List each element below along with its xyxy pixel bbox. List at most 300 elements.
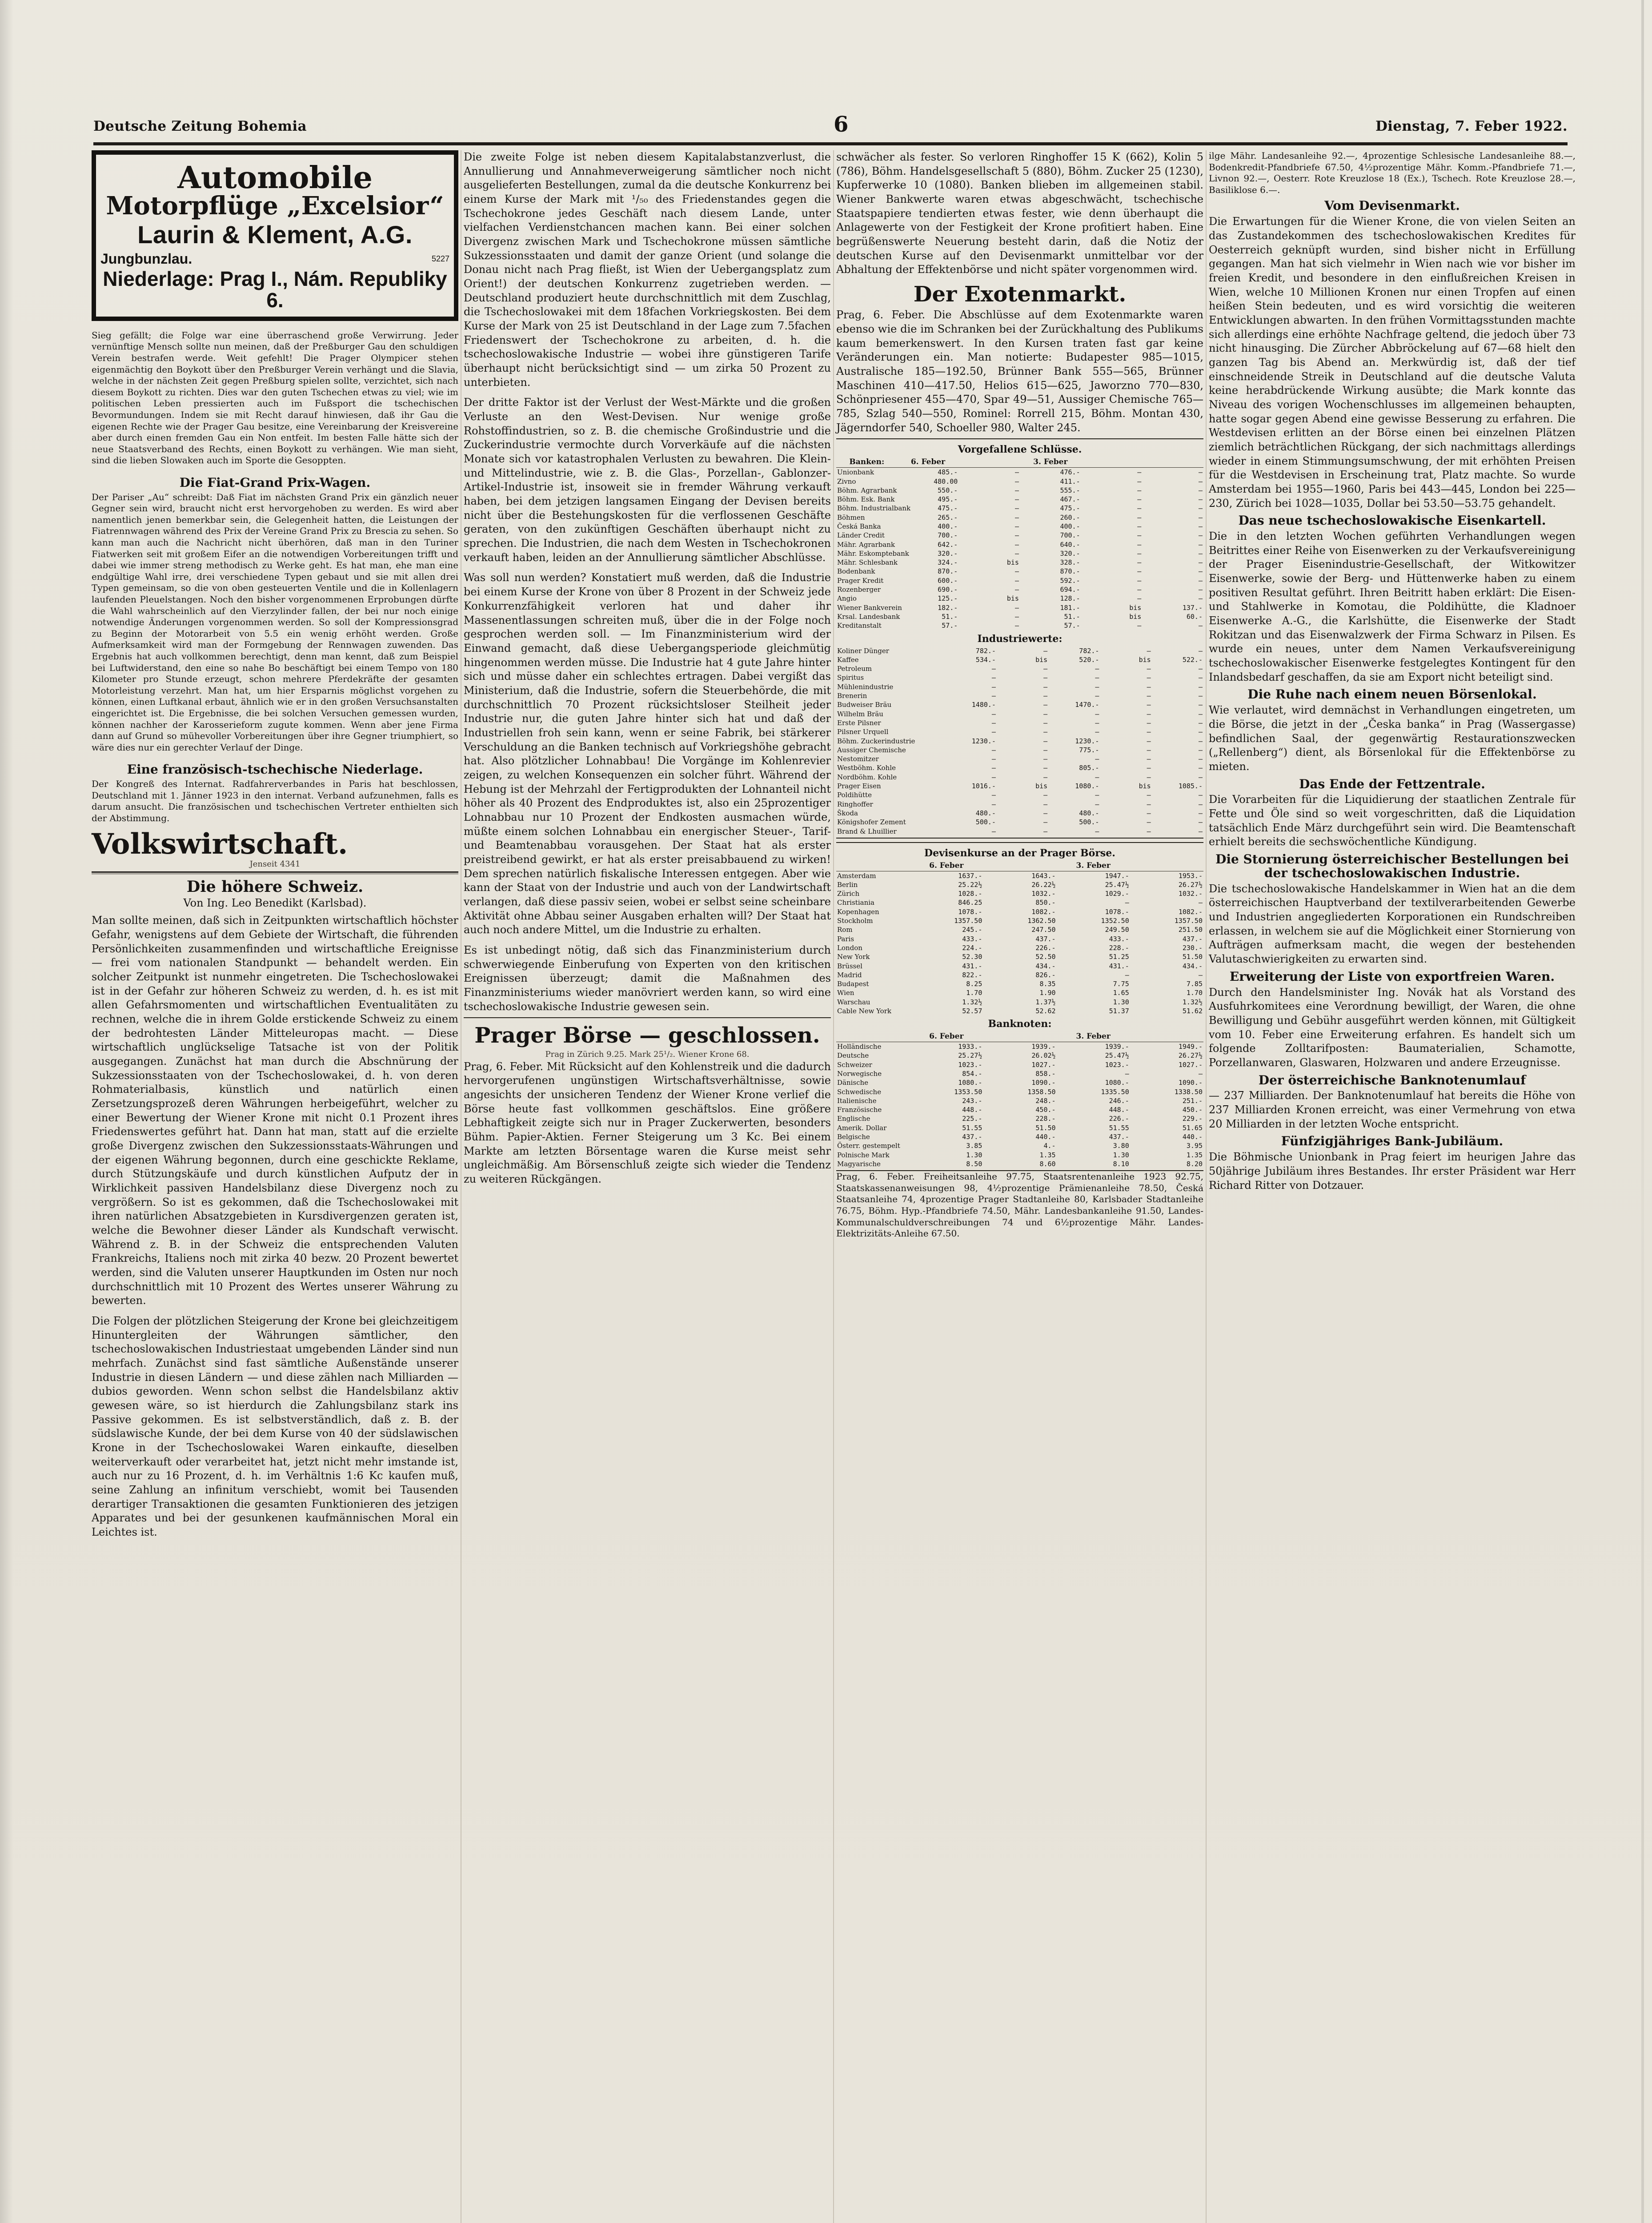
table-cell: 480.- (975, 809, 996, 817)
table-cell: 8.20 (1186, 1160, 1203, 1168)
table-cell: — (1095, 692, 1099, 700)
table-cell: 52.57 (962, 1007, 982, 1015)
table-cell: 226.- (1109, 1115, 1129, 1123)
table-cell: — (1095, 755, 1099, 763)
table-row-label: Böhm. Esk. Bank (837, 495, 895, 504)
table-cell: — (1095, 791, 1099, 799)
table-cell: — (1198, 504, 1203, 513)
table-row (836, 621, 1203, 630)
table-cell: — (1198, 773, 1203, 781)
table-row-label: Kopenhagen (837, 907, 879, 916)
table-cell: — (1198, 764, 1203, 772)
table-row-label: Prager Kredit (837, 576, 884, 585)
table-cell: 448.- (962, 1106, 982, 1114)
table-cell: — (991, 827, 996, 835)
table-cell: — (1125, 971, 1129, 979)
table-cell: 225.- (962, 1115, 982, 1123)
table-cell: — (1198, 899, 1203, 907)
table-row (836, 1069, 1203, 1078)
table-cell: — (1043, 710, 1048, 718)
table-cell: — (1137, 468, 1142, 477)
table-row (836, 504, 1203, 513)
table-cell: — (1043, 728, 1048, 736)
table-row-label: Aussiger Chemische (837, 746, 906, 754)
table-row (836, 710, 1203, 718)
table-row (836, 889, 1203, 898)
table-cell: 25.22½ (958, 880, 982, 889)
fiat-article-text: Der Pariser „Au“ schreibt: Daß Fiat im nächsten Grand Prix ein gänzlich neuer Gegner sein wird, braucht nicht erst hervorgehoben zu werden. Es wird aber namentlich jenen bemerkbar sein, die Gelegenheit hatten, die Leistungen der Fiatrennwagen während des Prix der Vereine Grand Prix zu Brescia zu sehen. So kann man auch die Nachricht nicht überhören, daß man in den Turiner Fiatwerken seit mit großem Eifer an die notwendigen Vorbereitungen trifft und dabei wie immer streng methodisch zu Werke geht. Es hat man, ehe man eine endgültige Wahl irre, drei verschiedene Typen gebaut und sie mit allen drei Typen gemeinsam, so die von oben gesteuerten Ventile und die in Kollenlagern laufenden Pleuelstangen. Noch den bisher vorgenommenen Erprobungen dürfte die Wahl wahrscheinlich auf den Vierzylinder fallen, der bei nur noch einige notwendige Änderungen vorgenommen werden. So soll der Kompressionsgrad zu Beginn der Motorarbeit von 5.5 ein wenig erhöht werden. Große Aufmerksamkeit wird man der Formgebung der Rennwagen zuwenden. Das Ergebnis hat auch vollkommen berechtigt, denn man kennt, daß zum Beispiel bei Luftwiderstand, den eine so nahe Bo beschäftigt bei einem Tempo von 180 Kilometer pro Stunde erzeugt, schon mehrere Pferdekräfte der gesamten Motorleistung verzehrt. Man hat, um hier Ersparnis möglichst vorgehen zu können, einen Luftkanal erbaut, ähnlich wie er in den großen Versuchsanstalten eingerichtet ist. Die Ergebnisse, die bei solchen Versuchen gemessen wurden, können nachher der Karosserieform zugute kommen. Wenn aber jene Firma dann auf Grund so mühevoller Vorbereitungen über ihre Gegner triumphiert, so wäre dies nur ein gerechter Verlauf der Dinge. (92, 491, 458, 753)
table-cell: 1230.- (971, 737, 996, 745)
table-row-label: Pilsner Urquell (837, 728, 889, 736)
table-cell: 245.- (962, 926, 982, 934)
table-cell: 495.- (938, 495, 958, 504)
table-cell: — (1198, 531, 1203, 540)
column-4-opening-text: ilge Mähr. Landesanleihe 92.—, 4prozentige Schlesische Landesanleihe 88.—, Bodenkredit-Pfandbriefe 67.50, 4½prozentige Mähr. Komm.-Pfandbriefe 71.—, Livnon 92.—, Oesterr. Rote Kreuzlose 18 (Ex.), Tschech. Rote Kreuzlose 28.—, Basiliklose 6.—. (1209, 150, 1576, 195)
table-row (836, 916, 1203, 925)
advertisement-code: 5227 (431, 254, 449, 263)
devisenmarkt-text: Die Erwartungen für die Wiener Krone, die von vielen Seiten an das Zustandekommen des tschechoslowakischen Kredites für Oesterreich geknüpft wurden, sind bisher nicht in Erfüllung gegangen. Man hat sich vielmehr in Wien nach wie vor bisher im freien Kredit, und besondere in den einflußreichen Kreisen in Wien, welche 10 Millionen Kronen nur einen Tropfen auf einen heißen Stein bedeuten, und es wird vorsichtig die weiteren Entwicklungen abwarten. In den frühen Vormittagsstunden machte sich allerdings eine erhöhte Nachfrage geltend, die jedoch über 73 nicht hinausging. Die Zürcher Abbröckelung auf 67—68 hielt den ganzen Tag bis Abend an. Merkwürdig ist, daß der tief einschneidende Streik in Deutschland auf die deutsche Valuta keine herabdrückende Wirkung ausübte; die Mark konnte das Niveau des vorigen Wochenschlusses im allgemeinen behaupten, hatte sogar gegen Abend eine gewisse Besserung zu erfahren. Die Westdevisen erlitten an der Börse einen bei einzelnen Plätzen ziemlich beträchtlichen Rückgang, der sich nachmittags allerdings wieder in einem Stimmungsumschwung, der mit erhöhten Preisen für die Westdevisen in Erscheinung trat, Platz machte. So wurde Amsterdam bei 1955—1960, Paris bei 443—445, London bei 225—230, Zürich bei 1028—1035, Dollar bei 53.50—53.75 gehandelt. (1209, 215, 1576, 510)
table-cell: — (1137, 576, 1142, 585)
table-cell: 8.35 (1039, 980, 1056, 988)
table-row-label: Nordböhm. Kohle (837, 773, 897, 781)
table-row (836, 1105, 1203, 1114)
table-cell: — (1137, 586, 1142, 594)
table-cell: 1080.- (1105, 1079, 1129, 1087)
table-cell: — (991, 800, 996, 808)
table-cell: — (1095, 674, 1099, 682)
table-cell: — (1198, 495, 1203, 504)
table-row (836, 935, 1203, 943)
stornierung-text: Die tschechoslowakische Handelskammer in Wien hat an die dem österreichischen Hauptverband der textilverarbeitenden Gewerbe und Industrien angegliederten Korporationen ein Rundschreiben erlassen, in welchem sie auf die Möglichkeit einer Stornierung von Aufträgen aufmerksam macht, die wegen der bestehenden Valutaschwierigkeiten zu erwarten sind. (1209, 882, 1576, 966)
page-masthead (93, 110, 1568, 145)
table-row-label: Erste Pilsner (837, 718, 881, 727)
table-row-label: Zivno (837, 477, 856, 486)
volkswirtschaft-title: Volkswirtschaft. (92, 827, 348, 861)
table-row (836, 495, 1203, 504)
table-cell: — (1147, 737, 1151, 745)
table-cell: bis (1006, 558, 1019, 567)
table-cell: 700.- (938, 531, 958, 540)
table-cell: — (1198, 791, 1203, 799)
table-row (836, 585, 1203, 594)
table-cell: 26.02½ (1031, 1051, 1056, 1060)
table-row-label: Cable New York (837, 1007, 891, 1015)
table-cell: 8.10 (1113, 1160, 1129, 1168)
table-row-label: Brenerin (837, 692, 867, 700)
table-cell: — (1043, 718, 1048, 727)
table-cell: — (1043, 773, 1048, 781)
table-cell: 57.- (942, 622, 958, 630)
table-row-label: Angio (837, 594, 857, 603)
table-cell: — (1147, 665, 1151, 673)
banknote-date-header-2: 3. Feber (1057, 1031, 1130, 1042)
table-cell: — (1198, 746, 1203, 754)
table-row (836, 1151, 1203, 1160)
table-cell: 434.- (1182, 962, 1203, 970)
exotenmarkt-text: Prag, 6. Feber. Die Abschlüsse auf dem Exotenmarkte waren ebenso wie die im Schranken bei der Zurückhaltung des Publikums kaum bemerkenswert. In den Kursen traten fast gar keine Veränderungen ein. Man notierte: Budapester 985—1015, Australische 185—192.50, Brünner Bank 555—565, Brünner Maschinen 410—417.50, Helios 615—625, Jaworzno 770—830, Schönpriesener 455—470, Spar 49—51, Aussiger Chemische 765—785, Szlag 540—550, Rominel: Rorrell 215, Böhm. Montan 430, Jägerndorfer 540, Schoeller 980, Walter 245. (836, 309, 1203, 434)
table-cell: — (1198, 728, 1203, 736)
page-right-edge (1641, 0, 1644, 2223)
table-cell: 1358.50 (1027, 1087, 1056, 1096)
table-cell: 1643.- (1031, 871, 1056, 880)
table-row-label: Mähr. Eskomptebank (837, 549, 909, 558)
economy-text-4: Es ist unbedingt nötig, daß sich das Finanzministerium durch schwerwiegende Einberufung von Experten von den kritischen Ereignissen überzeugt; damit die Maßnahmen des Finanzministeriums wieder manövriert werden kann, so wird eine tschechoslowakische Industrie gewesen sein. (464, 943, 831, 1013)
table-cell: 51.65 (1182, 1124, 1203, 1132)
banknotes-title: Banknoten: (988, 1018, 1052, 1030)
table-cell: 52.50 (1035, 953, 1056, 961)
bourse-meta: Prag in Zürich 9.25. Mark 25¹/₂. Wiener Krone 68. (545, 1049, 750, 1059)
column-2 (464, 150, 831, 2223)
table-row-label: Madrid (837, 971, 862, 979)
table-cell: — (1147, 827, 1151, 835)
table-cell: — (991, 665, 996, 673)
table-cell: 870.- (1060, 567, 1080, 576)
table-row (836, 880, 1203, 889)
devisen-date-header-1: 6. Feber (910, 861, 983, 871)
table-row (836, 594, 1203, 603)
table-cell: — (1043, 665, 1048, 673)
table-row-label: Wiener Bankverein (837, 603, 902, 612)
table-row-label: Schwedische (837, 1087, 882, 1096)
table-cell: — (991, 764, 996, 772)
table-cell: 25.47½ (1105, 1051, 1129, 1060)
fettzentrale-text: Die Vorarbeiten für die Liquidierung der staatlichen Zentrale für Fette und Öle sind so weit vorgeschritten, daß die Liquidation tatsächlich Ende März durchgeführt sein wird. Die Beamtenschaft erhielt bereits die sechswöchentliche Kündigung. (1209, 793, 1576, 848)
devisen-empty-header (836, 861, 910, 871)
table-cell: — (1095, 718, 1099, 727)
table-row-label: London (837, 943, 862, 952)
table-cell: 1.90 (1039, 989, 1056, 997)
table-cell: 8.60 (1039, 1160, 1056, 1168)
table-row (836, 998, 1203, 1007)
table-row (836, 943, 1203, 952)
table-cell: 8.25 (966, 980, 982, 988)
table-row (836, 746, 1203, 754)
swiss-headline: Die höhere Schweiz. (186, 877, 364, 896)
table-cell: 1082.- (1178, 907, 1203, 916)
table-row (836, 1078, 1203, 1087)
table-cell: — (1137, 594, 1142, 603)
economy-text-1: Die zweite Folge ist neben diesem Kapitalabstanzverlust, die Annullierung und Annahmeverweigerung sämtlicher noch nicht ausgelieferten Bestellungen, zumal da die deutsche Konkurrenz bei einem Kurse der Mark mit ¹/₅₀ des Friedenstandes gegen die Tschechokrone jedes Geschäft nach diesem Lande, unter vielfachen Verdienstchancen machen kann. Bei einer solchen Divergenz zwischen Mark und Tschechokrone müssen sämtliche Sukzessionsstaaten und damit der ganze Orient (und solange die Donau nicht nach Prag fließt, ist Wien der Uebergangsplatz zum Orient!) der deutschen Konkurrenz zugetrieben werden. — Deutschland produziert heute durchschnittlich mit dem Zuschlag, die Tschechoslowakei mit dem 18fachen Vorkriegskosten. Bei dem Kurse der Mark von 25 ist Deutschland in der Lage zum 7.5fachen Friedenswert der Tschechokrone zu arbeiten, d. h. die tschechoslowakische Industrie — wobei ihre günstigeren Tarife überhaupt nicht berücksichtigt sind — um zirka 50 Prozent zu unterbieten. (464, 151, 831, 389)
exportfreie-waren-text: Durch den Handelsminister Ing. Novák hat als Vorstand des Ausfuhrkomitees eine Verordnung bewilligt, der Waren, die ohne Bewilligung und Gebühr ausgeführt werden können, mit Gültigkeit vom 10. Feber eine Erweiterung erfahren. Es handelt sich um folgende Zolltarifposten: Baumaterialien, Schamotte, Porzellanwaren, Glaswaren, Holzwaren und andere Erzeugnisse. (1209, 986, 1576, 1069)
table-row-label: Böhm. Industrialbank (837, 504, 911, 513)
masthead-right: Dienstag, 7. Feber 1922. (1375, 118, 1568, 134)
table-cell: — (1147, 773, 1151, 781)
bourse-title: Prager Börse — geschlossen. (474, 1023, 820, 1048)
table-row (836, 727, 1203, 736)
table-cell: — (1198, 477, 1203, 486)
table-row (836, 1132, 1203, 1141)
table-row (836, 646, 1203, 655)
table-row-label: Budapest (837, 980, 869, 988)
table-cell: — (1147, 818, 1151, 827)
table-row (836, 782, 1203, 790)
table-cell: bis (1139, 655, 1151, 664)
table-cell: 434.- (1035, 962, 1056, 970)
table-row-label: Wilhelm Bräu (837, 710, 883, 718)
table-cell: 431.- (962, 962, 982, 970)
table-cell: — (1198, 682, 1203, 691)
table-row (836, 531, 1203, 540)
table-cell: 1.65 (1113, 989, 1129, 997)
table-cell: 251.50 (1178, 926, 1203, 934)
table-cell: 642.- (938, 540, 958, 549)
table-row-label: Unionbank (837, 468, 874, 477)
empty-header-3 (1142, 457, 1203, 467)
table-cell: — (1198, 674, 1203, 682)
table-row-label: Petroleum (837, 665, 872, 673)
devisen-table (836, 861, 1203, 1015)
table-cell: 260.- (1060, 513, 1080, 522)
table-cell: 1353.50 (954, 1087, 982, 1096)
table-cell: 1080.- (1075, 782, 1099, 790)
banknotes-table (836, 1031, 1203, 1168)
table-cell: 1939.- (1105, 1043, 1129, 1051)
table-cell: — (1043, 818, 1048, 827)
table-cell: 320.- (938, 549, 958, 558)
table-row (836, 790, 1203, 799)
table-cell: 475.- (938, 504, 958, 513)
table-cell: — (1198, 755, 1203, 763)
column-3 (836, 150, 1203, 2223)
table-row-label: Österr. gestempelt (837, 1142, 900, 1150)
table-row (836, 673, 1203, 682)
table-cell: 224.- (962, 943, 982, 952)
advertisement-title: Automobile (177, 160, 373, 196)
table-cell: — (1043, 809, 1048, 817)
table-cell: 433.- (962, 935, 982, 943)
table-row (836, 773, 1203, 782)
table-cell: — (1043, 692, 1048, 700)
table-row (836, 754, 1203, 763)
table-cell: 328.- (1060, 558, 1080, 567)
table-cell: — (991, 692, 996, 700)
table-row-label: Böhm. Agrarbank (837, 486, 897, 494)
table-row-label: Berlin (837, 880, 858, 889)
masthead-left: Deutsche Zeitung Bohemia (93, 118, 307, 134)
table-cell: — (1198, 665, 1203, 673)
table-cell: 1362.50 (1027, 917, 1056, 925)
table-cell: 467.- (1060, 495, 1080, 504)
fettzentrale-title: Das Ende der Fettzentrale. (1299, 776, 1485, 791)
table-cell: 128.- (1060, 594, 1080, 603)
table-row-label: Nestomitzer (837, 755, 879, 763)
table-cell: 500.- (1079, 818, 1099, 827)
table-cell: 1338.50 (1174, 1087, 1203, 1096)
table-cell: — (1014, 486, 1019, 494)
table-cell: 555.- (1060, 486, 1080, 494)
table-cell: 592.- (1060, 576, 1080, 585)
table-row-label: Amsterdam (837, 871, 876, 880)
table-row (836, 871, 1203, 880)
table-cell: 850.- (1035, 899, 1056, 907)
table-cell: 324.- (938, 558, 958, 567)
table-row-label: Magyarische (837, 1160, 881, 1168)
table-cell: 26.22½ (1031, 880, 1056, 889)
table-cell: 7.85 (1186, 980, 1203, 988)
table-cell: 1090.- (1031, 1079, 1056, 1087)
advertisement-city: Jungbunzlau. (100, 250, 192, 267)
banknote-date-header-1: 6. Feber (910, 1031, 983, 1042)
table-row (836, 522, 1203, 531)
empty-header-1 (958, 457, 1020, 467)
table-row-label: Belgische (837, 1132, 870, 1141)
table-cell: 600.- (938, 576, 958, 585)
table-row-label: Prager Eisen (837, 782, 881, 790)
table-cell: 26.27½ (1178, 1051, 1203, 1060)
table-cell: 520.- (1079, 655, 1099, 664)
table-cell: 450.- (1182, 1106, 1203, 1114)
table-cell: 440.- (1035, 1132, 1056, 1141)
table-row-label: Böhmen (837, 513, 865, 522)
table-row-label: Zürich (837, 890, 860, 898)
table-cell: 1080.- (958, 1079, 982, 1087)
table-cell: 1480.- (971, 701, 996, 709)
table-cell: 475.- (1060, 504, 1080, 513)
table-cell: — (1147, 800, 1151, 808)
table-cell: — (1137, 549, 1142, 558)
bank-quotes-table (836, 457, 1203, 630)
table-cell: — (1147, 674, 1151, 682)
table-cell: 450.- (1035, 1106, 1056, 1114)
bank-jubilaeum-title: Fünfzigjähriges Bank-Jubiläum. (1281, 1134, 1504, 1149)
market-text-1: schwächer als fester. So verloren Ringhoffer 15 K (662), Kolin 5 (786), Böhm. Handelsgesellschaft 5 (880), Böhm. Zucker 25 (1230), Kupferwerke 10 (1080). Banken blieben im allgemeinen stabil. Wiener Bankwerte waren etwas abgeschwächt, tschechische Staatspapiere tendierten etwas fester, wie denn überhaupt die Anlagewerte von der Festigkeit der Krone profitiert haben. Eine begrüßenswerte Neuerung besteht darin, daß die Notiz der deutschen Kurse auf den Devisenmarkt unmittelbar vor der Abhaltung der Effektenbörse und nicht später vorgenommen wird. (836, 151, 1203, 276)
table-cell: 1.30 (966, 1151, 982, 1159)
table-cell: — (1198, 513, 1203, 522)
table-cell: 411.- (1060, 477, 1080, 486)
table-cell: 534.- (975, 655, 996, 664)
table-cell: 51.25 (1109, 953, 1129, 961)
table-cell: — (1198, 1069, 1203, 1078)
table-row (836, 1060, 1203, 1069)
table-row (836, 612, 1203, 621)
table-row (836, 603, 1203, 612)
table-row (836, 907, 1203, 916)
table-row (836, 898, 1203, 907)
newspaper-columns (92, 150, 1576, 2223)
table-row (836, 477, 1203, 486)
table-cell: — (1137, 622, 1142, 630)
table-cell: 485.- (938, 468, 958, 477)
table-row (836, 809, 1203, 818)
table-row (836, 979, 1203, 988)
table-cell: — (1198, 540, 1203, 549)
table-cell: — (991, 791, 996, 799)
table-row-label: Schweizer (837, 1060, 872, 1069)
table-cell: 8.50 (966, 1160, 982, 1168)
table-row (836, 800, 1203, 809)
table-cell: 226.- (1035, 943, 1056, 952)
table-cell: 1947.- (1105, 871, 1129, 880)
table-cell: — (1198, 971, 1203, 979)
table-row (836, 1042, 1203, 1051)
table-cell: 60.- (1186, 612, 1203, 621)
table-row (836, 486, 1203, 495)
table-cell: — (1043, 764, 1048, 772)
table-row (836, 962, 1203, 971)
table-row-label: Kreditanstalt (837, 622, 882, 630)
table-cell: 1470.- (1075, 701, 1099, 709)
table-cell: — (1137, 477, 1142, 486)
exotenmarkt-title: Der Exotenmarkt. (913, 282, 1127, 307)
table-cell: — (1147, 764, 1151, 772)
table-cell: — (1014, 612, 1019, 621)
table-row-label: Mühlenindustrie (837, 682, 894, 691)
table-row-label: Christiania (837, 899, 874, 907)
table-row-label: Brüssel (837, 962, 862, 970)
table-cell: — (1198, 737, 1203, 745)
table-cell: 1357.50 (1174, 917, 1203, 925)
economy-text-2: Der dritte Faktor ist der Verlust der West-Märkte und die großen Verluste an den West-Devisen. Nur wenige große Rohstoffindustrien, so z. B. die chemische Großindustrie und die Zuckerindustrie vermochte durch Vorverkäufe auf die nächsten Monate sich vor katastrophalen Verlusten zu bewahren. Die Klein- und Mittelindustrie, wie z. B. die Glas-, Porzellan-, Gablonzer-Artikel-Industrie ist, insoweit sie in fremder Währung verkauft haben, bei dem jetzigen langsamen Eingang der Devisen bereits nicht über die Bestehungskosten für die verflossenen Geschäfte geraten, von den zukünftigen Geschäften überhaupt nicht zu sprechen. Die Industrien, die nach dem Westen in Tschechokronen verkauft haben, leiden an der Annullierung sämtlicher Abschlüsse. (464, 396, 831, 564)
column-2-separator (464, 1017, 831, 1018)
table-cell: 1078.- (958, 907, 982, 916)
table-cell: — (1043, 682, 1048, 691)
table-cell: 437.- (962, 1132, 982, 1141)
swiss-main-text: Man sollte meinen, daß sich in Zeitpunkten wirtschaftlich höchster Gefahr, wenigstens auf dem Gebiete der Wirtschaft, die führenden Persönlichkeiten zusammenfinden und wirtschaftliche Ereignisse — frei vom nationalen Standpunkt — behandelt werden. Ein solcher Zeitpunkt ist nunmehr eingetreten. Die Tschechoslowakei ist in der Gefahr zur höheren Schweiz zu werden, d. h. es ist mit allen Gefahrsmomenten und wirtschaftlichen Eventualitäten zu rechnen, welche die in ihrem Golde erstickende Schweiz zu einem der bedrohtesten Länder Mitteleuropas macht. — Diese wirtschaftlich unglückselige Tatsache ist von der Politik ausgegangen. Zunächst hat man durch die Abschnürung der Sukzessionsstaaten von der Tschechoslowakei, d. h. von deren Rohmaterialbasis, künstlich und natürlich einen Zersetzungsprozeß deren Währungen herbeigeführt, welcher zu einer Bewertung der Wiener Krone mit nicht 0.1 Prozent ihres Friedenswertes geführt hat. Dann hat man, statt auf die erzielte große Divergenz zwischen den Sukzessionsstaats-Währungen und der eigenen Währung begonnen, durch eine geschickte Reklame, durch Stützungskäufe und durch künstlichen Aufputz der in Wirklichkeit passiven Handelsbilanz diese Divergenz noch zu vergrößern. So ist es gekommen, daß die Tschechoslowakei mit ihren natürlichen Absatzgebieten in Kursdivergenzen geraten ist, welche die Bewohner dieser Länder als Kundschaft verwischt. Während z. B. in der Schweiz die entsprechenden Valuten Frankreichs, Italiens noch mit zirka 40 bezw. 20 Prozent bewertet werden, sind die Valuten unserer Hauptkunden im Osten nur noch durchschnittlich mit 10 Prozent des Wertes unserer Währung zu bewerten. (92, 914, 458, 1307)
table-row-label: Norwegische (837, 1069, 882, 1078)
table-row (836, 691, 1203, 700)
table-cell: 1637.- (958, 871, 982, 880)
table-cell: — (1147, 701, 1151, 709)
table-cell: 1027.- (1178, 1060, 1203, 1069)
table-cell: 1027.- (1031, 1060, 1056, 1069)
table-row-label: Königshofer Zement (837, 818, 906, 827)
table-cell: 1023.- (958, 1060, 982, 1069)
table-cell: — (991, 755, 996, 763)
table-cell: 247.50 (1031, 926, 1056, 934)
table-cell: — (1198, 594, 1203, 603)
table-row-label: Französische (837, 1106, 882, 1114)
table-cell: 1.70 (1186, 989, 1203, 997)
table-row-label: Rom (837, 926, 853, 934)
table-cell: 1.30 (1113, 1151, 1129, 1159)
table-cell: bis (1129, 603, 1142, 612)
table-row-label: Spiritus (837, 674, 864, 682)
table-cell: 1.37½ (1035, 998, 1056, 1006)
table-cell: — (1043, 791, 1048, 799)
table-cell: 1.35 (1186, 1151, 1203, 1159)
eisenkartell-title: Das neue tschechoslowakische Eisenkartell. (1238, 513, 1546, 528)
table-cell: 1933.- (958, 1043, 982, 1051)
volkswirtschaft-code: Jenseit 4341 (249, 859, 301, 869)
table-cell: 522.- (1182, 655, 1203, 664)
table-cell: 1016.- (971, 782, 996, 790)
banknotenumlauf-title: Der österreichische Banknotenumlauf (1258, 1072, 1526, 1087)
table-cell: 690.- (938, 586, 958, 594)
advertisement-city-row (100, 252, 449, 267)
table-cell: 431.- (1109, 962, 1129, 970)
table-cell: — (991, 746, 996, 754)
table-cell: 400.- (938, 522, 958, 530)
table-cell: 1023.- (1105, 1060, 1129, 1069)
table-cell: 433.- (1109, 935, 1129, 943)
banknotenumlauf-text: — 237 Milliarden. Der Banknotenumlauf hat bereits die Höhe von 237 Milliarden Kronen erreicht, was einer Vermehrung von etwa 20 Milliarden in der letzten Woche entspricht. (1209, 1089, 1576, 1130)
table-cell: — (991, 718, 996, 727)
table-cell: — (1147, 809, 1151, 817)
table-row (836, 1007, 1203, 1015)
table-cell: — (1198, 710, 1203, 718)
banknote-empty-header-2 (983, 1031, 1056, 1042)
table-cell: — (1095, 800, 1099, 808)
table-cell: 1082.- (1031, 907, 1056, 916)
table-cell: 1029.- (1105, 890, 1129, 898)
table-row-label: Bodenbank (837, 567, 875, 576)
table-cell: 1357.50 (954, 917, 982, 925)
date-header-2: 3. Feber (1020, 457, 1081, 467)
table-cell: 251.- (1182, 1096, 1203, 1105)
table-row-label: Polnische Mark (837, 1151, 890, 1159)
devisenmarkt-title: Vom Devisenmarkt. (1324, 198, 1460, 213)
table-cell: — (1014, 468, 1019, 477)
